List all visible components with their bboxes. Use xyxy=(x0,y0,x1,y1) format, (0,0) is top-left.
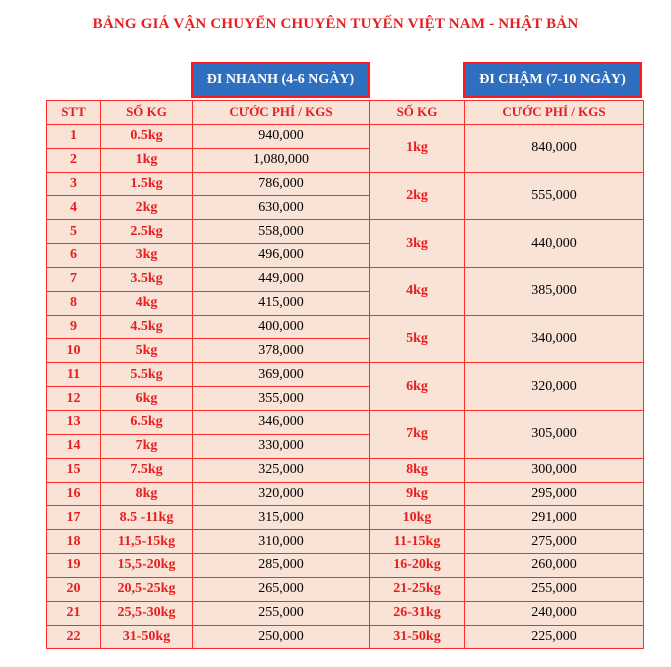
stt-cell: 7 xyxy=(47,267,101,291)
stt-cell: 16 xyxy=(47,482,101,506)
stt-cell: 18 xyxy=(47,530,101,554)
slow-weight-cell: 8kg xyxy=(370,458,465,482)
fast-fee-cell: 496,000 xyxy=(193,244,370,268)
fast-weight-cell: 1.5kg xyxy=(101,172,193,196)
fast-weight-cell: 25,5-30kg xyxy=(101,601,193,625)
table-row xyxy=(47,530,644,554)
fast-weight-cell: 0.5kg xyxy=(101,124,193,148)
table-header-row xyxy=(47,101,644,125)
fast-weight-cell: 7kg xyxy=(101,434,193,458)
fast-fee-cell: 346,000 xyxy=(193,410,370,434)
slow-weight-cell: 11-15kg xyxy=(370,530,465,554)
rate-table xyxy=(46,100,644,649)
stt-cell: 4 xyxy=(47,196,101,220)
fast-weight-cell: 6.5kg xyxy=(101,410,193,434)
table-row xyxy=(47,410,644,434)
slow-fee-cell: 240,000 xyxy=(465,601,644,625)
col-header-fee: CƯỚC PHÍ / KGS xyxy=(193,101,370,125)
stt-cell: 5 xyxy=(47,220,101,244)
table-row xyxy=(47,625,644,649)
table-row xyxy=(47,363,644,387)
table-row xyxy=(47,506,644,530)
fast-weight-cell: 15,5-20kg xyxy=(101,554,193,578)
table-row xyxy=(47,124,644,148)
fast-shipping-header: ĐI NHANH (4-6 NGÀY) xyxy=(191,62,370,98)
stt-cell: 2 xyxy=(47,148,101,172)
slow-fee-cell: 440,000 xyxy=(465,220,644,268)
fast-fee-cell: 400,000 xyxy=(193,315,370,339)
slow-fee-cell: 295,000 xyxy=(465,482,644,506)
fast-fee-cell: 250,000 xyxy=(193,625,370,649)
fast-weight-cell: 20,5-25kg xyxy=(101,577,193,601)
fast-weight-cell: 8.5 -11kg xyxy=(101,506,193,530)
fast-fee-cell: 369,000 xyxy=(193,363,370,387)
fast-fee-cell: 630,000 xyxy=(193,196,370,220)
slow-weight-cell: 31-50kg xyxy=(370,625,465,649)
slow-weight-cell: 2kg xyxy=(370,172,465,220)
stt-cell: 13 xyxy=(47,410,101,434)
stt-cell: 11 xyxy=(47,363,101,387)
table-row xyxy=(47,267,644,291)
fast-fee-cell: 558,000 xyxy=(193,220,370,244)
fast-weight-cell: 31-50kg xyxy=(101,625,193,649)
slow-fee-cell: 340,000 xyxy=(465,315,644,363)
fast-fee-cell: 378,000 xyxy=(193,339,370,363)
table-row xyxy=(47,458,644,482)
table-row xyxy=(47,172,644,196)
stt-cell: 9 xyxy=(47,315,101,339)
fast-fee-cell: 786,000 xyxy=(193,172,370,196)
slow-weight-cell: 26-31kg xyxy=(370,601,465,625)
stt-cell: 1 xyxy=(47,124,101,148)
fast-weight-cell: 2.5kg xyxy=(101,220,193,244)
fast-fee-cell: 315,000 xyxy=(193,506,370,530)
col-header-kg-slow: SỐ KG xyxy=(370,101,465,125)
slow-shipping-header: ĐI CHẬM (7-10 NGÀY) xyxy=(463,62,642,98)
slow-fee-cell: 305,000 xyxy=(465,410,644,458)
slow-weight-cell: 3kg xyxy=(370,220,465,268)
fast-weight-cell: 7.5kg xyxy=(101,458,193,482)
fast-weight-cell: 4kg xyxy=(101,291,193,315)
fast-fee-cell: 325,000 xyxy=(193,458,370,482)
fast-weight-cell: 3.5kg xyxy=(101,267,193,291)
stt-cell: 8 xyxy=(47,291,101,315)
stt-cell: 12 xyxy=(47,387,101,411)
fast-fee-cell: 940,000 xyxy=(193,124,370,148)
fast-fee-cell: 320,000 xyxy=(193,482,370,506)
stt-cell: 15 xyxy=(47,458,101,482)
stt-cell: 14 xyxy=(47,434,101,458)
fast-weight-cell: 5kg xyxy=(101,339,193,363)
fast-weight-cell: 3kg xyxy=(101,244,193,268)
slow-weight-cell: 10kg xyxy=(370,506,465,530)
table-row xyxy=(47,577,644,601)
slow-weight-cell: 5kg xyxy=(370,315,465,363)
page-title: BẢNG GIÁ VẬN CHUYỂN CHUYÊN TUYẾN VIỆT NAM - NHẬT BẢN xyxy=(92,16,579,32)
slow-fee-cell: 555,000 xyxy=(465,172,644,220)
fast-fee-cell: 310,000 xyxy=(193,530,370,554)
slow-fee-cell: 275,000 xyxy=(465,530,644,554)
stt-cell: 20 xyxy=(47,577,101,601)
fast-fee-cell: 1,080,000 xyxy=(193,148,370,172)
slow-fee-cell: 255,000 xyxy=(465,577,644,601)
slow-fee-cell: 260,000 xyxy=(465,554,644,578)
stt-cell: 22 xyxy=(47,625,101,649)
slow-weight-cell: 16-20kg xyxy=(370,554,465,578)
fast-fee-cell: 285,000 xyxy=(193,554,370,578)
col-header-fee-slow: CƯỚC PHÍ / KGS xyxy=(465,101,644,125)
table-row xyxy=(47,601,644,625)
slow-weight-cell: 21-25kg xyxy=(370,577,465,601)
fast-weight-cell: 1kg xyxy=(101,148,193,172)
stt-cell: 10 xyxy=(47,339,101,363)
fast-weight-cell: 11,5-15kg xyxy=(101,530,193,554)
slow-weight-cell: 7kg xyxy=(370,410,465,458)
slow-weight-cell: 6kg xyxy=(370,363,465,411)
slow-fee-cell: 840,000 xyxy=(465,124,644,172)
stt-cell: 3 xyxy=(47,172,101,196)
col-header-stt: STT xyxy=(47,101,101,125)
fast-weight-cell: 6kg xyxy=(101,387,193,411)
slow-weight-cell: 4kg xyxy=(370,267,465,315)
fast-fee-cell: 355,000 xyxy=(193,387,370,411)
slow-weight-cell: 1kg xyxy=(370,124,465,172)
stt-cell: 21 xyxy=(47,601,101,625)
slow-fee-cell: 291,000 xyxy=(465,506,644,530)
table-row xyxy=(47,554,644,578)
slow-fee-cell: 385,000 xyxy=(465,267,644,315)
fast-fee-cell: 255,000 xyxy=(193,601,370,625)
slow-weight-cell: 9kg xyxy=(370,482,465,506)
fast-fee-cell: 265,000 xyxy=(193,577,370,601)
fast-fee-cell: 330,000 xyxy=(193,434,370,458)
col-header-kg: SỐ KG xyxy=(101,101,193,125)
fast-weight-cell: 5.5kg xyxy=(101,363,193,387)
table-row xyxy=(47,220,644,244)
slow-fee-cell: 225,000 xyxy=(465,625,644,649)
slow-fee-cell: 320,000 xyxy=(465,363,644,411)
table-row xyxy=(47,482,644,506)
fast-fee-cell: 415,000 xyxy=(193,291,370,315)
stt-cell: 19 xyxy=(47,554,101,578)
fast-weight-cell: 8kg xyxy=(101,482,193,506)
stt-cell: 6 xyxy=(47,244,101,268)
fast-fee-cell: 449,000 xyxy=(193,267,370,291)
table-row xyxy=(47,315,644,339)
fast-weight-cell: 2kg xyxy=(101,196,193,220)
fast-weight-cell: 4.5kg xyxy=(101,315,193,339)
slow-fee-cell: 300,000 xyxy=(465,458,644,482)
stt-cell: 17 xyxy=(47,506,101,530)
